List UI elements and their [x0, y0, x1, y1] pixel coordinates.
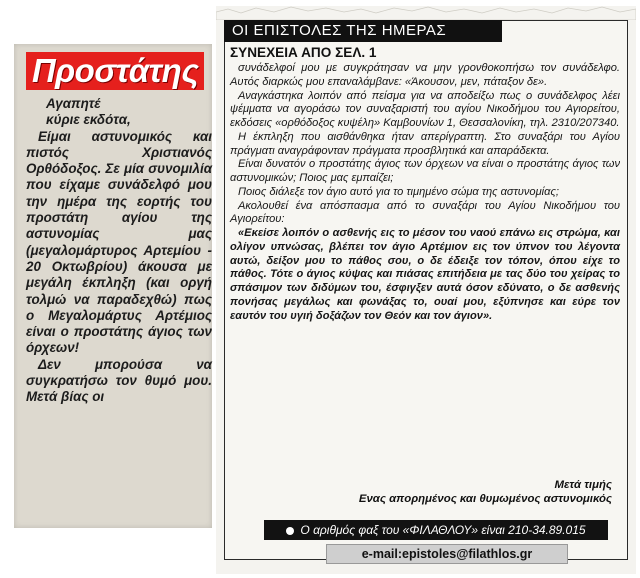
email-address: e-mail:epistoles@filathlos.gr — [326, 544, 568, 564]
letter-body — [230, 62, 620, 323]
salutation-line: Αγαπητέ — [46, 96, 101, 111]
signature-closing: Μετά τιμής — [554, 479, 612, 491]
left-paragraph: Είμαι αστυνομικός και πιστός Χριστιανός Ορθόδοξος. Σε μία συνομιλία που είχαμε συνάδελφό μου την ημέρα της εορτής του προστάτη αγίου της αστυνομίας μας (μεγαλομάρτυρος Αρτεμίου - 20 Οκτωβρίου) άκουσα με μεγάλη έκπληξη (και οργή τολμώ να παραδεχθώ) πως ο Μεγαλομάρτυς Αρτέμιος είναι ο προστάτης άγιος των όρχεων! — [26, 128, 212, 356]
fax-info-bar — [264, 520, 608, 540]
signature-author: Ενας απορημένος και θυμωμένος αστυνομικός — [358, 493, 612, 505]
bullet-icon — [286, 527, 294, 535]
torn-paper-edge — [216, 6, 636, 20]
article-paragraph: Η έκπληξη που αισθάνθηκα ήταν απερίγραπτη. Στο συναξάρι του Αγίου πράγματι αναγράφονταν πράγματα προσβλητικά και απαράδεκτα. — [230, 130, 620, 157]
left-letter-body — [26, 96, 212, 406]
article-paragraph: Αναγκάστηκα λοιπόν από πείσμα για να αποδείξω πως ο συνάδελφος λέει ψέμματα να αγοράσω τον συναξαριστή του αγίου Νικοδήμου του Αγιορείτου, εκδόσεις «ορθόδοξος κυψέλη» Καμβουνίων 1, Θεσσαλονίκη, τηλ. 2310/207340. — [230, 89, 620, 129]
right-clipping — [216, 6, 636, 574]
salutation-line: κύριε εκδότα, — [46, 112, 131, 128]
continuation-heading: ΣΥΝΕΧΕΙΑ ΑΠΟ ΣΕΛ. 1 — [230, 45, 377, 60]
fax-text: Ο αριθμός φαξ του «ΦΙΛΑΘΛΟΥ» είναι 210-34.89.015 — [300, 523, 586, 537]
article-paragraph: συνάδελφοί μου με συγκράτησαν να μην γρονθοκοπήσω τον συνάδελφο. Αυτός διαρκώς μου επαναλάμβανε: «Άκουσον, μεν, πάταξον δε». — [230, 62, 620, 88]
signature — [272, 478, 612, 506]
synaxarion-quote: «Εκείσε λοιπόν ο ασθενής εις το μέσον του ναού επάνω εις στρώμα, και ολίγον υπνώσας, βλέπει τον άγιο Αρτέμιον εις τον ύπνον του λέγοντα αυτώ, δείξον μου το πάθος σου, ο δε έδειξε τον τόπον, όπου είχε το πάθος. Τότε ο άγιος κύψας και πιάσας επιτήδεια με τας δύο του χείρας το σπάσιμον των διδύμων του, έσφιγξεν αυτά όσον εδύνατο, ο δε ασθενής πονήσας μεγάλως και φωνάξας το, ουαί μου, εξύπνησε και εύρε τον εαυτόν του υγιή δοξάζων τον Θεόν και τον άγιον». — [230, 227, 620, 322]
left-clipping — [14, 44, 212, 528]
left-paragraph: Δεν μπορούσα να συγκρατήσω τον θυμό μου. Μετά βίας οι — [26, 356, 212, 405]
article-paragraph: Ακολουθεί ένα απόσπασμα από το συναξάρι του Αγίου Νικοδήμου του Αγιορείτου: — [230, 199, 620, 226]
article-paragraph: Ποιος διάλεξε τον άγιο αυτό για το τιμημένο σώμα της αστυνομίας; — [238, 185, 559, 198]
banner-title: Προστάτης — [26, 52, 204, 90]
article-paragraph: Είναι δυνατόν ο προστάτης άγιος των όρχεων να είναι ο προστάτης άγιος των αστυνομικών; Ποιος μας εμπαίζει; — [230, 158, 620, 184]
section-header: ΟΙ ΕΠΙΣΤΟΛΕΣ ΤΗΣ ΗΜΕΡΑΣ — [224, 20, 502, 42]
